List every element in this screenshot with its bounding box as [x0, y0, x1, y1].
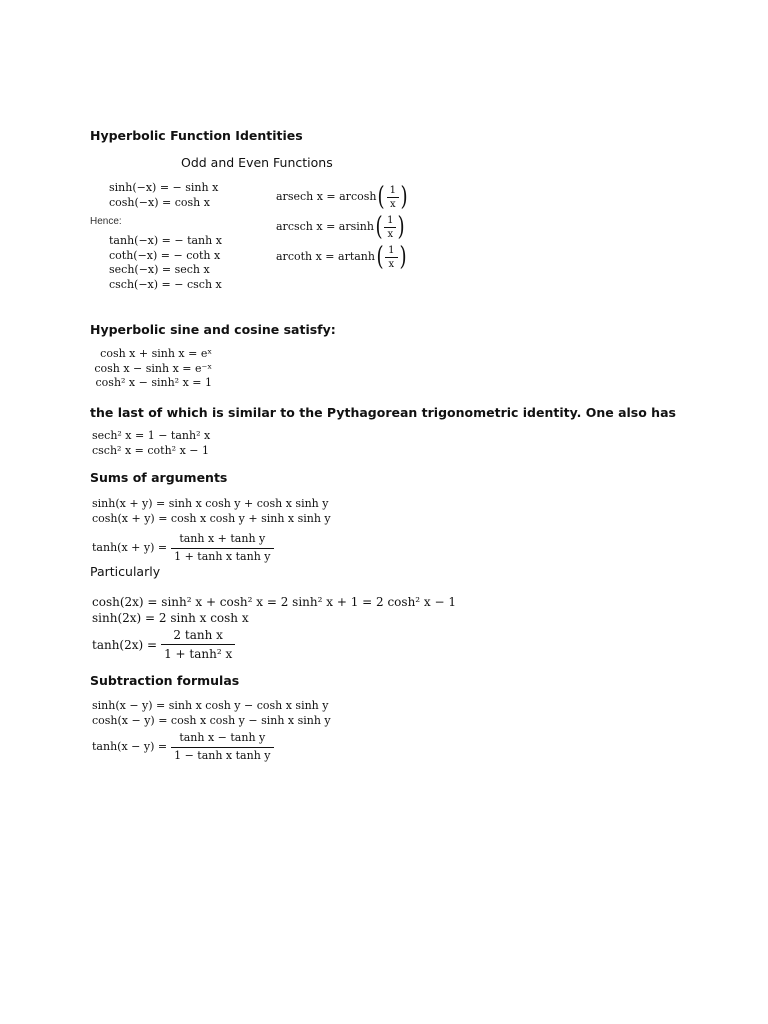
particularly-heading: Particularly [90, 564, 161, 579]
odd-even-basic-equations [109, 181, 218, 210]
equation: sinh(−x) = − sinh x [109, 181, 219, 194]
subtraction-heading: Subtraction formulas [90, 673, 240, 688]
pythagorean-text: the last of which is similar to the Pythagorean trigonometric identity. One also has [90, 405, 676, 420]
equation: cosh² x − sinh² x = 1 [95, 376, 212, 389]
equation: sinh(x + y) = sinh x cosh y + cosh x sinh y [92, 497, 329, 510]
equation: sinh(2x) = 2 sinh x cosh x [92, 611, 249, 625]
equation-lhs: arsech x = arcosh [276, 189, 377, 203]
numerator: tanh x − tanh y [179, 731, 266, 744]
equation: cosh(−x) = cosh x [109, 195, 210, 209]
left-paren: ( [376, 242, 384, 272]
denominator: x [389, 198, 396, 210]
subtraction-equations [92, 699, 331, 728]
inverse-equation-3 [276, 244, 408, 270]
fraction [161, 627, 235, 662]
equation: cosh x − sinh x = e⁻ˣ [94, 361, 212, 375]
inverse-equation-2 [276, 214, 407, 240]
inverse-equation-1 [276, 184, 409, 210]
sums-tanh-equation [92, 532, 274, 564]
numerator: 1 [389, 184, 396, 196]
numerator: tanh x + tanh y [179, 532, 266, 545]
left-paren: ( [375, 212, 383, 242]
equation: tanh(−x) = − tanh x [109, 234, 222, 247]
pythagorean-equations [92, 429, 210, 458]
particularly-equations [92, 594, 456, 626]
equation-lhs: arcoth x = artanh [276, 249, 375, 263]
denominator: 1 + tanh x tanh y [174, 549, 271, 563]
subtraction-tanh-equation [92, 731, 274, 763]
right-paren: ) [397, 212, 406, 242]
fraction [171, 532, 273, 564]
equation: cosh(2x) = sinh² x + cosh² x = 2 sinh² x + 1 = 2 cosh² x − 1 [92, 595, 457, 609]
equation: cosh(x − y) = cosh x cosh y − sinh x sinh y [92, 713, 331, 727]
sums-heading: Sums of arguments [90, 470, 228, 485]
numerator: 1 [388, 244, 395, 256]
odd-even-derived-equations [109, 234, 222, 292]
fraction [385, 245, 397, 270]
numerator: 2 tanh x [173, 628, 223, 642]
hence-label: Hence: [90, 216, 122, 227]
denominator: 1 + tanh² x [164, 647, 233, 661]
equation: csch(−x) = − csch x [109, 277, 222, 291]
equation: cosh(x + y) = cosh x cosh y + sinh x sinh y [92, 511, 331, 525]
sine-cosine-heading: Hyperbolic sine and cosine satisfy: [90, 322, 336, 337]
equation-lhs: tanh(2x) = [92, 637, 158, 652]
equation: coth(−x) = − coth x [109, 248, 221, 262]
equation: csch² x = coth² x − 1 [92, 443, 209, 457]
sine-cosine-equations [92, 347, 212, 391]
sums-equations [92, 497, 331, 526]
page-title: Hyperbolic Function Identities [90, 128, 303, 143]
right-paren: ) [400, 182, 408, 212]
equation-lhs: tanh(x − y) = [92, 739, 168, 753]
equation: sinh(x − y) = sinh x cosh y − cosh x sinh y [92, 699, 329, 712]
right-paren: ) [399, 242, 407, 272]
equation: cosh x + sinh x = eˣ [100, 347, 212, 360]
denominator: x [387, 228, 394, 240]
fraction [171, 731, 273, 763]
particularly-tanh-equation [92, 627, 235, 662]
denominator: x [388, 258, 395, 270]
left-paren: ( [377, 182, 386, 212]
numerator: 1 [387, 214, 394, 226]
fraction [384, 215, 396, 240]
odd-even-heading: Odd and Even Functions [181, 155, 333, 170]
equation: sech(−x) = sech x [109, 263, 210, 276]
fraction [387, 185, 399, 210]
denominator: 1 − tanh x tanh y [174, 748, 271, 762]
equation-lhs: arcsch x = arsinh [276, 219, 374, 233]
equation: sech² x = 1 − tanh² x [92, 429, 211, 442]
equation-lhs: tanh(x + y) = [92, 540, 168, 554]
